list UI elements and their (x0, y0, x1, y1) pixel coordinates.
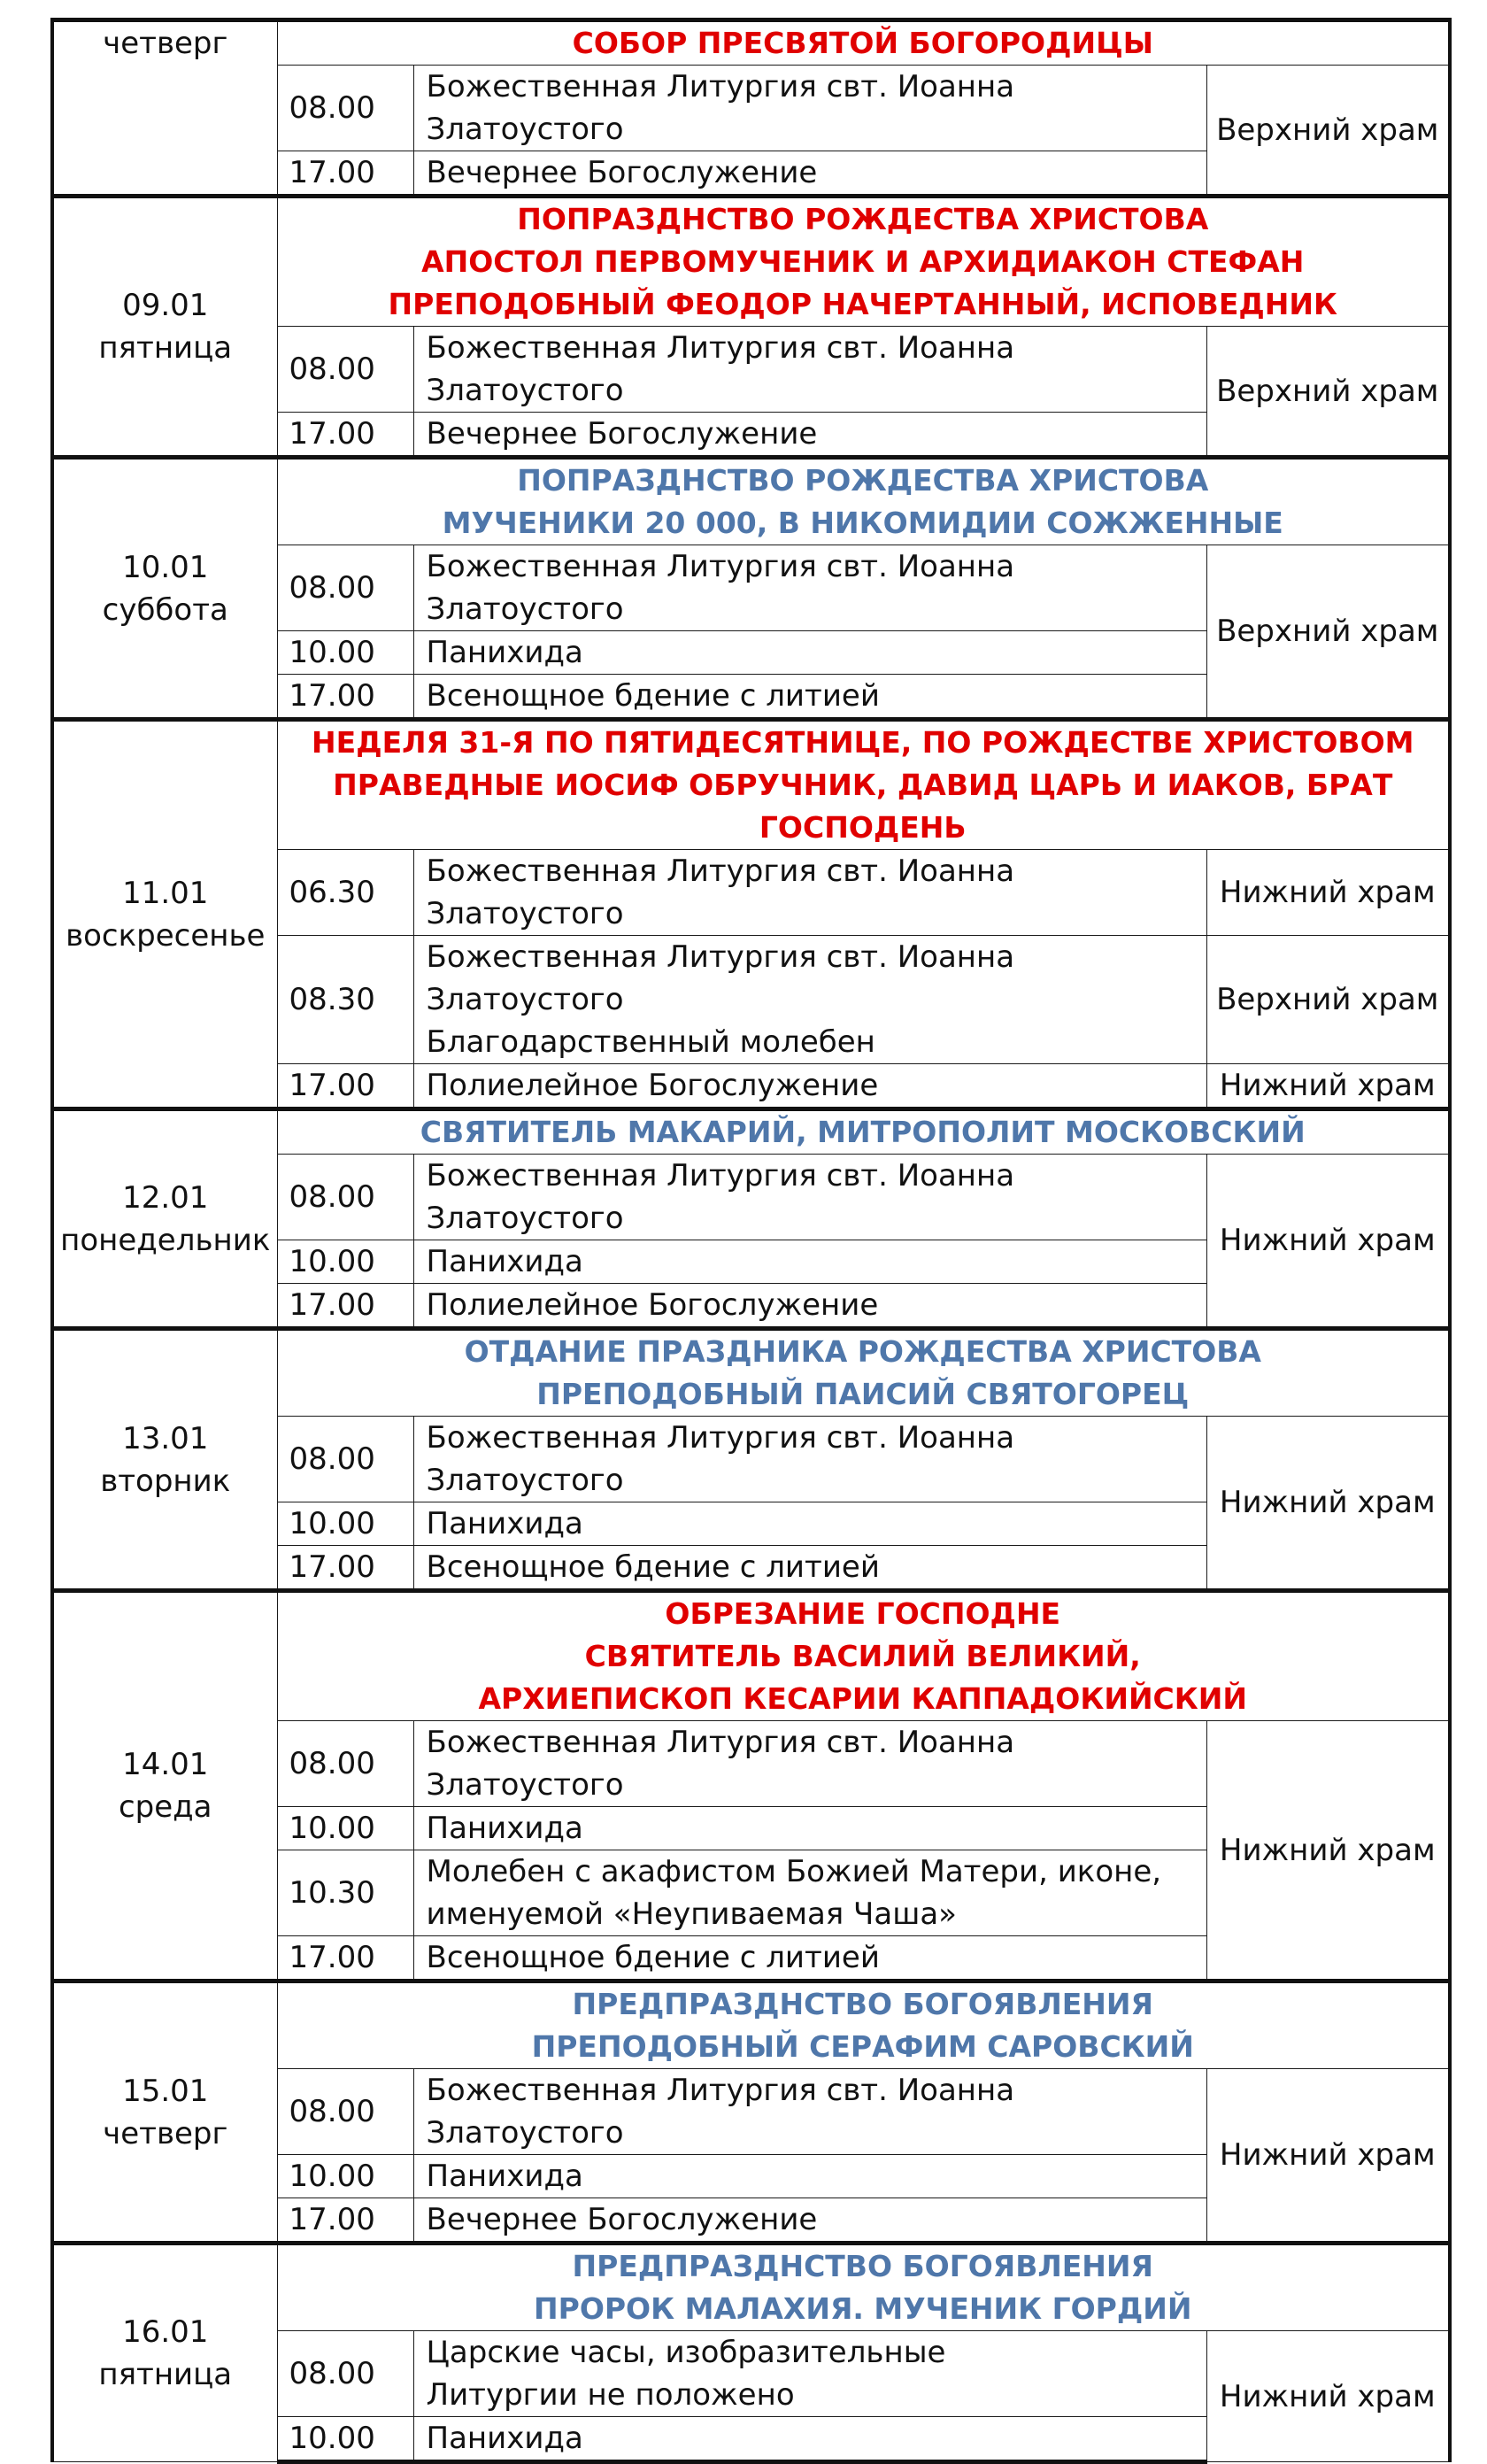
service-name-line: Вечернее Богослужение (426, 416, 818, 452)
service-time: 08.00 (277, 1155, 413, 1240)
day-weekday: пятница (98, 2357, 233, 2392)
service-name (413, 1155, 1206, 1240)
day-title-row (52, 20, 1450, 66)
day-title-row (52, 197, 1450, 327)
service-time: 10.00 (277, 2417, 413, 2462)
service-name-line: Панихида (426, 2421, 583, 2456)
service-name (413, 675, 1206, 720)
day-title-row (52, 458, 1450, 545)
day-date: 10.01 (122, 549, 209, 585)
feast-title-line: СОБОР ПРЕСВЯТОЙ БОГОРОДИЦЫ (572, 26, 1153, 60)
service-name-line: Божественная Литургия свт. Иоанна Златоустого (426, 69, 1015, 147)
service-name (413, 1064, 1206, 1109)
day-title-row (52, 1109, 1450, 1155)
service-name-line: Царские часы, изобразительные (426, 2335, 946, 2370)
day-weekday: пятница (98, 330, 233, 366)
service-time: 10.00 (277, 631, 413, 675)
feast-title-line: НЕДЕЛЯ 31-Я ПО ПЯТИДЕСЯТНИЦЕ, ПО РОЖДЕСТВЕ ХРИСТОВОМ (312, 725, 1414, 760)
service-name-line: Божественная Литургия свт. Иоанна Златоустого (426, 1725, 1015, 1803)
service-name-line: Панихида (426, 1811, 583, 1846)
feast-title-line: МУЧЕНИКИ 20 000, В НИКОМИДИИ СОЖЖЕННЫЕ (442, 506, 1283, 540)
day-cell (52, 1591, 277, 1981)
service-name (413, 1721, 1206, 1807)
service-name-line: Полиелейное Богослужение (426, 1068, 879, 1103)
schedule-table (50, 18, 1452, 2464)
feast-title (277, 720, 1450, 850)
feast-title-line: СВЯТИТЕЛЬ МАКАРИЙ, МИТРОПОЛИТ МОСКОВСКИЙ (420, 1115, 1306, 1149)
service-name (413, 936, 1206, 1064)
service-time: 17.00 (277, 1936, 413, 1981)
day-cell (52, 1109, 277, 1329)
day-date: 14.01 (122, 1747, 209, 1782)
feast-title-line: ПРОРОК МАЛАХИЯ. МУЧЕНИК ГОРДИЙ (534, 2291, 1192, 2326)
service-name-line: Божественная Литургия свт. Иоанна Златоустого (426, 2073, 1015, 2151)
service-name (413, 631, 1206, 675)
service-time: 10.30 (277, 1850, 413, 1936)
day-weekday: вторник (100, 1463, 231, 1499)
day-cell (52, 20, 277, 197)
service-time: 17.00 (277, 1284, 413, 1329)
service-time: 06.30 (277, 850, 413, 936)
feast-title (277, 1109, 1450, 1155)
service-name (413, 2155, 1206, 2198)
day-date: 16.01 (122, 2314, 209, 2350)
service-name-line: Панихида (426, 1506, 583, 1541)
day-cell (52, 2244, 277, 2462)
service-name-line: Божественная Литургия свт. Иоанна Златоустого (426, 330, 1015, 408)
feast-title-line: ПОПРАЗДНСТВО РОЖДЕСТВА ХРИСТОВА (517, 202, 1209, 236)
service-time: 08.30 (277, 936, 413, 1064)
service-name (413, 545, 1206, 631)
feast-title (277, 197, 1450, 327)
service-name (413, 1284, 1206, 1329)
service-name-line: Божественная Литургия свт. Иоанна Златоустого (426, 1158, 1015, 1236)
service-name-line: Вечернее Богослужение (426, 2202, 818, 2237)
service-time: 10.00 (277, 1807, 413, 1850)
service-name-line: Божественная Литургия свт. Иоанна Златоустого (426, 939, 1015, 1017)
schedule-body (52, 20, 1450, 2462)
service-time: 08.00 (277, 66, 413, 151)
service-name (413, 1502, 1206, 1546)
feast-title-line: ПРЕПОДОБНЫЙ ФЕОДОР НАЧЕРТАННЫЙ, ИСПОВЕДНИК (388, 287, 1337, 321)
service-time: 17.00 (277, 151, 413, 197)
day-cell (52, 1981, 277, 2244)
service-place: Нижний храм (1206, 1155, 1450, 1329)
service-place: Нижний храм (1206, 1064, 1450, 1109)
feast-title-line: ОТДАНИЕ ПРАЗДНИКА РОЖДЕСТВА ХРИСТОВА (464, 1334, 1261, 1369)
service-name-line: Панихида (426, 2159, 583, 2194)
feast-title-line: ПРЕПОДОБНЫЙ ПАИСИЙ СВЯТОГОРЕЦ (536, 1377, 1190, 1411)
day-title-row (52, 1591, 1450, 1721)
service-name (413, 151, 1206, 197)
service-time: 17.00 (277, 413, 413, 458)
day-date: 09.01 (122, 288, 209, 323)
service-time: 08.00 (277, 1417, 413, 1502)
service-time: 17.00 (277, 1546, 413, 1591)
day-title-row (52, 1981, 1450, 2069)
feast-title-line: ПРЕДПРАЗДНСТВО БОГОЯВЛЕНИЯ (572, 1987, 1153, 2021)
feast-title-line: АРХИЕПИСКОП КЕСАРИИ КАППАДОКИЙСКИЙ (478, 1681, 1247, 1716)
service-name-line: Панихида (426, 635, 583, 670)
service-place: Верхний храм (1206, 936, 1450, 1064)
day-weekday: четверг (103, 26, 228, 61)
service-time: 08.00 (277, 2331, 413, 2417)
service-name (413, 1807, 1206, 1850)
service-place: Нижний храм (1206, 1417, 1450, 1591)
feast-title (277, 1329, 1450, 1417)
day-cell (52, 458, 277, 720)
service-place: Нижний храм (1206, 2331, 1450, 2462)
service-name-line: Молебен с акафистом Божией Матери, иконе, (426, 1854, 1162, 1889)
service-time: 08.00 (277, 2069, 413, 2155)
feast-title-line: СВЯТИТЕЛЬ ВАСИЛИЙ ВЕЛИКИЙ, (584, 1639, 1141, 1673)
service-time: 08.00 (277, 327, 413, 413)
service-name (413, 1417, 1206, 1502)
day-weekday: среда (118, 1789, 212, 1825)
feast-title-line: ПОПРАЗДНСТВО РОЖДЕСТВА ХРИСТОВА (517, 463, 1209, 498)
service-name-line: Панихида (426, 1244, 583, 1279)
service-time: 08.00 (277, 545, 413, 631)
service-name-line: Божественная Литургия свт. Иоанна Златоустого (426, 549, 1015, 627)
day-weekday: четверг (103, 2115, 228, 2151)
service-name (413, 850, 1206, 936)
service-time: 17.00 (277, 1064, 413, 1109)
service-time: 17.00 (277, 2198, 413, 2244)
feast-title-line: АПОСТОЛ ПЕРВОМУЧЕНИК И АРХИДИАКОН СТЕФАН (421, 244, 1305, 279)
service-name (413, 2198, 1206, 2244)
feast-title (277, 1591, 1450, 1721)
service-name-line: Божественная Литургия свт. Иоанна Златоустого (426, 854, 1015, 931)
service-name (413, 327, 1206, 413)
service-name-line: Литургии не положено (426, 2377, 795, 2413)
feast-title (277, 2244, 1450, 2331)
service-name (413, 1850, 1206, 1936)
day-cell (52, 1329, 277, 1591)
service-name-line: Благодарственный молебен (426, 1024, 875, 1060)
service-place: Нижний храм (1206, 850, 1450, 936)
service-time: 10.00 (277, 1240, 413, 1284)
service-name (413, 1240, 1206, 1284)
day-cell (52, 197, 277, 458)
service-time: 08.00 (277, 1721, 413, 1807)
service-name (413, 1936, 1206, 1981)
feast-title (277, 20, 1450, 66)
day-weekday: суббота (102, 591, 228, 628)
feast-title (277, 1981, 1450, 2069)
day-title-row (52, 1329, 1450, 1417)
service-name (413, 2069, 1206, 2155)
service-place: Верхний храм (1206, 66, 1450, 197)
service-name (413, 2331, 1206, 2417)
day-weekday: понедельник (60, 1222, 271, 1258)
day-date: 13.01 (122, 1420, 209, 1456)
day-cell (52, 720, 277, 1109)
service-time: 10.00 (277, 2155, 413, 2198)
service-name (413, 66, 1206, 151)
day-date: 15.01 (122, 2073, 209, 2109)
day-title-row (52, 2244, 1450, 2331)
service-name-line: Всенощное бдение с литией (426, 678, 880, 714)
service-place: Нижний храм (1206, 2069, 1450, 2244)
service-place: Верхний храм (1206, 545, 1450, 720)
feast-title (277, 458, 1450, 545)
service-name-line: Всенощное бдение с литией (426, 1940, 880, 1975)
service-name-line: Всенощное бдение с литией (426, 1549, 880, 1585)
service-name-line: именуемой «Неупиваемая Чаша» (426, 1896, 957, 1932)
feast-title-line: ОБРЕЗАНИЕ ГОСПОДНЕ (665, 1596, 1061, 1631)
service-place: Нижний храм (1206, 1721, 1450, 1981)
service-name-line: Полиелейное Богослужение (426, 1287, 879, 1323)
feast-title-line: ПРАВЕДНЫЕ ИОСИФ ОБРУЧНИК, ДАВИД ЦАРЬ И ИАКОВ, БРАТ ГОСПОДЕНЬ (333, 768, 1393, 845)
day-weekday: воскресенье (65, 917, 266, 954)
service-time: 10.00 (277, 1502, 413, 1546)
service-place: Верхний храм (1206, 327, 1450, 458)
service-name-line: Вечернее Богослужение (426, 155, 818, 190)
feast-title-line: ПРЕПОДОБНЫЙ СЕРАФИМ САРОВСКИЙ (531, 2029, 1194, 2064)
service-name (413, 413, 1206, 458)
feast-title-line: ПРЕДПРАЗДНСТВО БОГОЯВЛЕНИЯ (572, 2249, 1153, 2283)
day-date: 11.01 (122, 875, 209, 911)
service-time: 17.00 (277, 675, 413, 720)
service-name-line: Божественная Литургия свт. Иоанна Златоустого (426, 1420, 1015, 1498)
service-name (413, 1546, 1206, 1591)
day-date: 12.01 (122, 1179, 209, 1216)
service-name (413, 2417, 1206, 2462)
day-title-row (52, 720, 1450, 850)
